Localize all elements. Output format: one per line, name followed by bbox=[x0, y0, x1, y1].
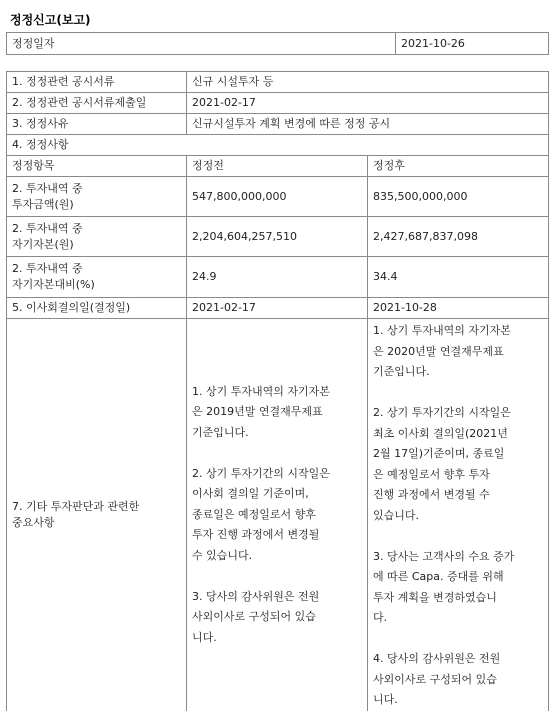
correction-items-header-row bbox=[7, 135, 549, 156]
equity-capital-label: 2. 투자내역 중 자기자본(원) bbox=[7, 217, 187, 257]
column-header-before: 정정전 bbox=[187, 156, 368, 177]
investment-amount-after: 835,500,000,000 bbox=[368, 177, 549, 217]
correction-date-label: 정정일자 bbox=[7, 33, 396, 55]
other-matters-after: 1. 상기 투자내역의 자기자본 은 2020년말 연결재무제표 기준입니다. 2. 상기 투자기간의 시작일은 최초 이사회 결의일(2021년 2월 17일)기준이며, 종료일 은 예정일로서 향후 투자 진행 과정에서 변경될 수 있습니다. 3. 당사는 고객사의 수요 증가 에 따른 Capa. 증대를 위해 투자 계획을 변경하였습니 다. 4. 당사의 감사위원은 전원 사외이사로 구성되어 있습 니다. bbox=[368, 319, 549, 711]
table-row bbox=[7, 319, 549, 711]
equity-capital-before: 2,204,604,257,510 bbox=[187, 217, 368, 257]
related-document-row bbox=[7, 72, 549, 93]
board-resolution-date-after: 2021-10-28 bbox=[368, 298, 549, 319]
other-matters-before: 1. 상기 투자내역의 자기자본 은 2019년말 연결재무제표 기준입니다. 2. 상기 투자기간의 시작일은 이사회 결의일 기준이며, 종료일은 예정일로서 향후 투자 진행 과정에서 변경될 수 있습니다. 3. 당사의 감사위원은 전원 사외이사로 구성되어 있습 니다. bbox=[187, 319, 368, 711]
correction-date-row bbox=[7, 33, 549, 55]
correction-reason-value: 신규시설투자 계획 변경에 따른 정정 공시 bbox=[187, 114, 549, 135]
table-row bbox=[7, 257, 549, 298]
equity-capital-after: 2,427,687,837,098 bbox=[368, 217, 549, 257]
investment-amount-label: 2. 투자내역 중 투자금액(원) bbox=[7, 177, 187, 217]
related-document-value: 신규 시설투자 등 bbox=[187, 72, 549, 93]
equity-ratio-label: 2. 투자내역 중 자기자본대비(%) bbox=[7, 257, 187, 298]
column-header-item: 정정항목 bbox=[7, 156, 187, 177]
board-resolution-date-before: 2021-02-17 bbox=[187, 298, 368, 319]
board-resolution-date-label: 5. 이사회결의일(결정일) bbox=[7, 298, 187, 319]
submission-date-row bbox=[7, 93, 549, 114]
table-row bbox=[7, 298, 549, 319]
column-header-after: 정정후 bbox=[368, 156, 549, 177]
correction-reason-label: 3. 정정사유 bbox=[7, 114, 187, 135]
related-document-label: 1. 정정관련 공시서류 bbox=[7, 72, 187, 93]
table-row bbox=[7, 177, 549, 217]
other-matters-label: 7. 기타 투자판단과 관련한 중요사항 bbox=[7, 319, 187, 711]
correction-details-table bbox=[6, 71, 549, 711]
submission-date-label: 2. 정정관련 공시서류제출일 bbox=[7, 93, 187, 114]
correction-date-value: 2021-10-26 bbox=[396, 33, 549, 55]
correction-date-table bbox=[6, 32, 549, 55]
correction-items-label: 4. 정정사항 bbox=[7, 135, 549, 156]
submission-date-value: 2021-02-17 bbox=[187, 93, 549, 114]
equity-ratio-before: 24.9 bbox=[187, 257, 368, 298]
correction-reason-row bbox=[7, 114, 549, 135]
investment-amount-before: 547,800,000,000 bbox=[187, 177, 368, 217]
table-row bbox=[7, 217, 549, 257]
equity-ratio-after: 34.4 bbox=[368, 257, 549, 298]
column-header-row bbox=[7, 156, 549, 177]
document-title: 정정신고(보고) bbox=[10, 13, 91, 27]
